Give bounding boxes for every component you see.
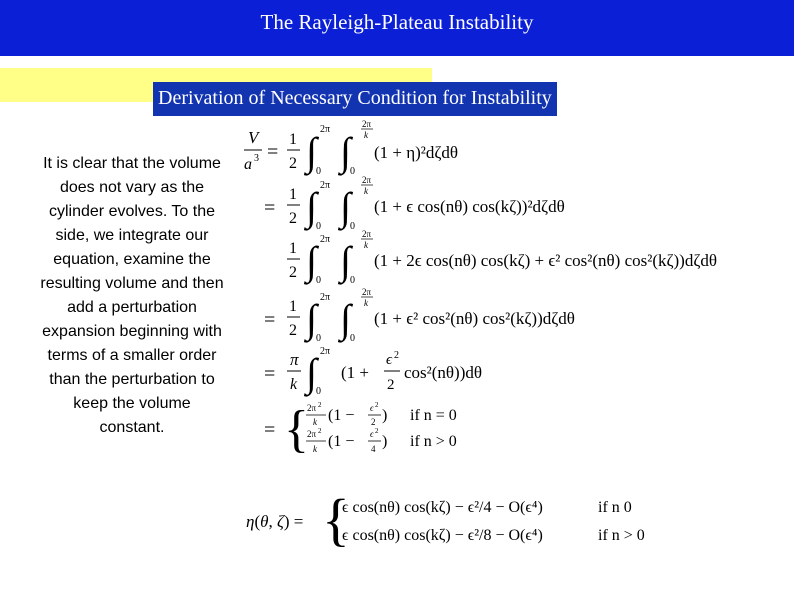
- equation-row-7: [246, 487, 645, 552]
- svg-text:2π: 2π: [307, 429, 317, 439]
- svg-text:2π: 2π: [320, 234, 331, 245]
- svg-text:0: 0: [316, 275, 321, 286]
- svg-text:ϵ: ϵ: [386, 352, 393, 368]
- svg-text:k: k: [313, 417, 317, 427]
- svg-text:ϵ: ϵ: [370, 403, 374, 413]
- eq2-text: (1 + ϵ cos(nθ) cos(kζ))²dζdθ: [374, 197, 565, 216]
- slide-title: The Rayleigh-Plateau Instability: [260, 10, 534, 34]
- svg-text:1: 1: [289, 131, 297, 148]
- svg-text:2: 2: [289, 322, 297, 339]
- equation-row-3: [287, 229, 717, 286]
- svg-text:2: 2: [387, 377, 395, 393]
- svg-text:0: 0: [350, 275, 355, 286]
- svg-text:=: =: [264, 309, 276, 331]
- svg-text:π: π: [290, 350, 299, 369]
- body-text: It is clear that the volume does not vary as the cylinder evolves. To the side, we integrate our equation, examine the resulting volume and then add a perturbation expansion beginning with terms of a smaller order than the perturbation to keep the volume constant.: [40, 155, 224, 436]
- svg-text:): ): [382, 407, 388, 424]
- svg-text:=: =: [264, 197, 276, 219]
- svg-text:∫: ∫: [340, 238, 351, 283]
- eq4-text: (1 + ϵ² cos²(nθ) cos²(kζ))dζdθ: [374, 309, 575, 328]
- slide-subtitle: Derivation of Necessary Condition for Instability: [153, 82, 557, 116]
- eta-condition-2: if n > 0: [598, 527, 645, 544]
- svg-text:∫: ∫: [306, 350, 317, 395]
- svg-text:0: 0: [350, 333, 355, 344]
- svg-text:2: 2: [375, 401, 379, 409]
- svg-text:1: 1: [289, 298, 297, 315]
- svg-text:0: 0: [350, 166, 355, 177]
- svg-text:=: =: [264, 363, 276, 385]
- svg-text:2π: 2π: [307, 403, 317, 413]
- svg-text:k: k: [364, 130, 368, 140]
- svg-text:0: 0: [316, 333, 321, 344]
- svg-text:): ): [382, 433, 388, 450]
- svg-text:=: =: [267, 141, 279, 163]
- svg-text:0: 0: [316, 166, 321, 177]
- svg-text:η(θ, ζ) =: η(θ, ζ) =: [246, 512, 304, 531]
- eta-case-1: ϵ cos(nθ) cos(kζ) − ϵ²/4 − O(ϵ⁴): [342, 499, 543, 516]
- svg-text:2π: 2π: [320, 180, 331, 191]
- svg-text:2π: 2π: [362, 229, 372, 239]
- svg-text:(1 −: (1 −: [328, 433, 355, 450]
- svg-text:2π: 2π: [320, 346, 331, 357]
- case2-condition: if n > 0: [410, 433, 457, 450]
- svg-text:1: 1: [289, 186, 297, 203]
- svg-text:a: a: [244, 156, 252, 173]
- svg-text:2: 2: [289, 264, 297, 281]
- svg-text:4: 4: [371, 444, 376, 454]
- svg-text:∫: ∫: [340, 296, 351, 341]
- equation-row-5: [264, 346, 482, 397]
- svg-text:k: k: [313, 444, 317, 454]
- svg-text:3: 3: [254, 153, 259, 164]
- equation-row-1: [244, 119, 458, 177]
- svg-text:2π: 2π: [362, 119, 372, 129]
- svg-text:2: 2: [394, 350, 399, 361]
- svg-text:k: k: [364, 186, 368, 196]
- svg-text:k: k: [290, 376, 298, 393]
- svg-text:(1 +: (1 +: [341, 363, 369, 382]
- svg-text:∫: ∫: [340, 129, 351, 174]
- svg-text:0: 0: [316, 221, 321, 232]
- equation-row-2: [264, 175, 565, 232]
- svg-text:2π: 2π: [320, 124, 331, 135]
- svg-text:∫: ∫: [306, 184, 317, 229]
- svg-text:1: 1: [289, 240, 297, 257]
- svg-text:2π: 2π: [320, 292, 331, 303]
- svg-text:{: {: [284, 401, 309, 458]
- svg-text:(1 −: (1 −: [328, 407, 355, 424]
- svg-text:2: 2: [318, 401, 322, 409]
- svg-text:2π: 2π: [362, 287, 372, 297]
- svg-text:2π: 2π: [362, 175, 372, 185]
- svg-text:∫: ∫: [306, 129, 317, 174]
- svg-text:{: {: [322, 487, 350, 552]
- svg-text:2: 2: [289, 210, 297, 227]
- svg-text:0: 0: [316, 386, 321, 397]
- svg-text:V: V: [248, 128, 259, 147]
- case1-condition: if n = 0: [410, 407, 457, 424]
- svg-text:0: 0: [350, 221, 355, 232]
- svg-text:2: 2: [375, 427, 379, 435]
- svg-text:2: 2: [371, 417, 376, 427]
- equation-row-4: [264, 287, 575, 344]
- svg-text:∫: ∫: [340, 184, 351, 229]
- svg-text:2: 2: [318, 427, 322, 435]
- svg-text:ϵ: ϵ: [370, 429, 374, 439]
- eta-condition-1: if n 0: [598, 499, 632, 516]
- svg-text:k: k: [364, 298, 368, 308]
- eta-case-2: ϵ cos(nθ) cos(kζ) − ϵ²/8 − O(ϵ⁴): [342, 527, 543, 544]
- svg-text:2: 2: [289, 155, 297, 172]
- eq5-text: cos²(nθ))dθ: [404, 363, 483, 382]
- eq3-text: (1 + 2ϵ cos(nθ) cos(kζ) + ϵ² cos²(nθ) cos²(kζ))dζdθ: [374, 251, 718, 270]
- eq1-text: (1 + η)²dζdθ: [374, 143, 459, 162]
- svg-text:∫: ∫: [306, 238, 317, 283]
- svg-text:k: k: [364, 240, 368, 250]
- equation-row-6: [264, 401, 457, 458]
- svg-text:∫: ∫: [306, 296, 317, 341]
- svg-text:=: =: [264, 419, 276, 441]
